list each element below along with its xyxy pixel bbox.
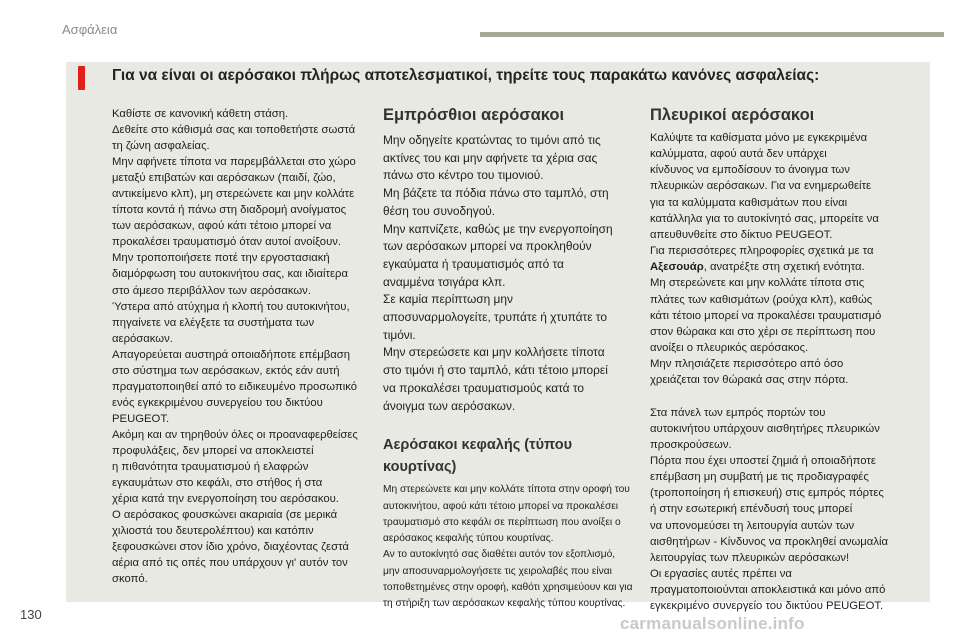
- text-line: χρειάζεται τον θώρακά σας στην πόρτα.: [650, 374, 849, 387]
- text-line: Αν το αυτοκίνητό σας διαθέτει αυτόν τον εξοπλισμό,: [383, 549, 616, 561]
- text-line: μην αποσυναρμολογήσετε τις χειρολαβές που είναι: [383, 565, 612, 577]
- text-line: Στα πάνελ των εμπρός πορτών του: [650, 406, 826, 419]
- text-line: αυτοκινήτου, αφού κάτι τέτοιο μπορεί να προκαλέσει: [383, 500, 619, 512]
- text-line: Σε καμία περίπτωση μην: [383, 292, 513, 307]
- column-side-airbags: [650, 104, 920, 615]
- warning-title: Για να είναι οι αερόσακοι πλήρως αποτελεσματικοί, τηρείτε τους παρακάτω κανόνες ασφαλείας:: [112, 67, 820, 84]
- text-line: προφυλάξεις, δεν μπορεί να αποκλειστεί: [112, 444, 314, 457]
- text-line: προσκρούσεων.: [650, 438, 732, 451]
- front-airbags-text: [383, 132, 638, 415]
- page-number: 130: [20, 607, 42, 622]
- text-line: Ακόμη και αν τηρηθούν όλες οι προαναφερθείσες: [112, 428, 358, 441]
- side-airbags-heading: Πλευρικοί αερόσακοι: [650, 106, 815, 124]
- text-line: τραυματισμό στο κεφάλι σε περίπτωση που ανοίξει ο: [383, 516, 621, 528]
- section-title: Ασφάλεια: [62, 22, 118, 37]
- text-line: τίποτα κοντά ή πάνω στη διαδρομή ανοίγματος: [112, 204, 347, 217]
- text-line: των αερόσακων μπορεί να προκληθούν: [383, 239, 592, 254]
- text-line: ή στην εσωτερική επένδυσή τους μπορεί: [650, 503, 853, 516]
- text-line: αυτοκινήτου υπάρχουν αισθητήρες πλευρικών: [650, 422, 880, 435]
- text-line: Οι εργασίες αυτές πρέπει να: [650, 568, 792, 581]
- curtain-airbags-text: [383, 482, 638, 612]
- column-general: [112, 106, 372, 587]
- text-line: να υπονομεύσει τη λειτουργία αυτών των: [650, 519, 855, 532]
- text-line: Για περισσότερες πληροφορίες σχετικά με τα: [650, 245, 874, 258]
- text-line: PEUGEOT.: [112, 412, 170, 425]
- column-front-airbags: [383, 104, 638, 613]
- text-line: Δεθείτε στο κάθισμά σας και τοποθετήστε σωστά: [112, 124, 356, 137]
- text-line: Απαγορεύεται αυστηρά οποιαδήποτε επέμβαση: [112, 348, 351, 361]
- text-line: Μην καπνίζετε, καθώς με την ενεργοποίηση: [383, 221, 613, 236]
- text-line: Μην τροποποιήσετε ποτέ την εργοστασιακή: [112, 252, 330, 265]
- text-line: αντικείμενο κλπ), μη στερεώνετε και μην κολλάτε: [112, 188, 355, 201]
- text-line: εγκαύματα ή τραυματισμός από τα: [383, 256, 564, 271]
- text-line: τη ζώνη ασφαλείας.: [112, 140, 210, 153]
- text-line: ξεφουσκώνει στον ίδιο χρόνο, διαχέοντας ζεστά: [112, 541, 349, 554]
- front-airbags-heading: Εμπρόσθιοι αερόσακοι: [383, 106, 565, 124]
- text-line: (τροποποίηση ή επισκευή) στις εμπρός πόρτες: [650, 487, 884, 500]
- text-line: κατάλληλα για το αυτοκίνητό σας, μπορείτε να: [650, 212, 879, 225]
- text-line: μεταξύ επιβατών και αερόσακων (παιδί, ζώο,: [112, 172, 336, 185]
- text-line: Ύστερα από ατύχημα ή κλοπή του αυτοκινήτου,: [112, 300, 350, 313]
- text-line: ανοίξει ο πλευρικός αερόσακος.: [650, 342, 809, 355]
- text-line: σκοπό.: [112, 573, 148, 586]
- text-line: πλάτες των καθισμάτων (ρούχα κλπ), καθώς: [650, 293, 873, 306]
- text-line: Μην οδηγείτε κρατώντας το τιμόνι από τις: [383, 133, 601, 147]
- text-line: στον θώρακα και στο χέρι σε περίπτωση που: [650, 325, 876, 338]
- text-line: εγκεκριμένο συνεργείο του δικτύου PEUGEOT.: [650, 600, 884, 613]
- text-line: Μην πλησιάζετε περισσότερο από όσο: [650, 358, 844, 371]
- text-line: αποσυναρμολογείτε, τρυπάτε ή χτυπάτε το: [383, 310, 607, 325]
- accessories-suffix: , ανατρέξτε στη σχετική ενότητα.: [703, 261, 865, 274]
- text-line: τοποθετημένες στην οροφή, καθότι χρησιμεύουν και για: [383, 582, 633, 594]
- accessories-reference: [650, 259, 920, 275]
- text-line: πηγαίνετε να ελέγξετε τα συστήματα των: [112, 316, 315, 329]
- text-line: πάνω στο κέντρο του τιμονιού.: [383, 168, 544, 183]
- text-line: Καθίστε σε κανονική κάθετη στάση.: [112, 108, 289, 120]
- text-line: Μην αφήνετε τίποτα να παρεμβάλλεται στο χώρο: [112, 156, 356, 169]
- text-line: ακτίνες του και μην αφήνετε τα χέρια σας: [383, 150, 598, 165]
- text-line: Καλύψτε τα καθίσματα μόνο με εγκεκριμένα: [650, 132, 868, 144]
- text-line: καλύμματα, αφού αυτά δεν υπάρχει: [650, 148, 827, 161]
- text-line: να προκαλέσει τραυματισμούς κατά το: [383, 380, 584, 395]
- text-line: λειτουργίας των πλευρικών αερόσακων!: [650, 551, 850, 564]
- curtain-airbags-heading: Αερόσακοι κεφαλής (τύπου κουρτίνας): [383, 437, 573, 476]
- text-line: χιλιοστά του δευτερολέπτου) και κατόπιν: [112, 525, 314, 538]
- general-rules-text: [112, 106, 372, 587]
- text-line: Μην στερεώσετε και μην κολλήσετε τίποτα: [383, 345, 605, 360]
- watermark: carmanualsonline.info: [620, 614, 805, 633]
- text-line: Μη στερεώνετε και μην κολλάτε τίποτα στην οροφή του: [383, 484, 630, 496]
- text-line: τη στήριξη των αερόσακων κεφαλής τύπου κουρτίνας.: [383, 598, 626, 610]
- text-line: στο τιμόνι ή στο ταμπλό, κάτι τέτοιο μπορεί: [383, 363, 608, 378]
- door-sensors-text: [650, 405, 920, 615]
- text-line: άνοιγμα των αερόσακων.: [383, 398, 516, 413]
- text-line: αέρια από τις οπές που υπάρχουν γι' αυτόν τον: [112, 557, 348, 570]
- text-line: στο σύστημα των αερόσακων, εκτός εάν αυτή: [112, 364, 340, 377]
- text-line: στο άμεσο περιβάλλον των αερόσακων.: [112, 284, 311, 297]
- text-line: για τα καλύμματα καθισμάτων που είναι: [650, 196, 848, 209]
- text-line: αισθητήρων - Κίνδυνος να προκληθεί ανωμαλία: [650, 535, 889, 548]
- text-line: επέμβαση μη συμβατή με τις προδιαγραφές: [650, 471, 869, 484]
- text-line: αναμμένα τσιγάρα κλπ.: [383, 274, 506, 289]
- text-line: Μη βάζετε τα πόδια πάνω στο ταμπλό, στη: [383, 186, 609, 201]
- text-line: Μη στερεώνετε και μην κολλάτε τίποτα στις: [650, 277, 865, 290]
- side-airbags-text: [650, 130, 920, 389]
- text-line: πραγματοποιούνται αποκλειστικά και μόνο από: [650, 584, 886, 597]
- text-line: χέρια κατά την ενεργοποίηση του αερόσακου.: [112, 493, 339, 506]
- text-line: αερόσακων.: [112, 332, 173, 345]
- header-rule: [480, 32, 944, 37]
- text-line: κάτι τέτοιο μπορεί να προκαλέσει τραυματισμό: [650, 309, 882, 322]
- text-line: αερόσακος κεφαλής τύπου κουρτίνας.: [383, 533, 554, 545]
- text-line: θέση του συνοδηγού.: [383, 203, 496, 218]
- text-line: απευθυνθείτε στο δίκτυο PEUGEOT.: [650, 228, 833, 241]
- text-line: πραγματοποιηθεί από το ειδικευμένο προσωπικό: [112, 380, 358, 393]
- text-line: Πόρτα που έχει υποστεί ζημιά ή οποιαδήποτε: [650, 454, 876, 467]
- text-line: εγκαυμάτων στο κεφάλι, στο στήθος ή στα: [112, 477, 323, 490]
- text-line: των αερόσακων, αφού κάτι τέτοιο μπορεί να: [112, 220, 332, 233]
- text-line: κίνδυνος να εμποδίσουν το άνοιγμα των: [650, 164, 850, 177]
- text-line: διαμόρφωση του αυτοκινήτου σας, και ιδιαίτερα: [112, 268, 348, 281]
- accessories-link: Αξεσουάρ: [650, 261, 704, 274]
- text-line: τιμόνι.: [383, 327, 416, 342]
- text-line: Ο αερόσακος φουσκώνει ακαριαία (σε μερικά: [112, 509, 338, 522]
- text-line: πλευρικών αερόσακων. Για να ενημερωθείτε: [650, 180, 872, 193]
- text-line: η πιθανότητα τραυματισμού ή ελαφρών: [112, 461, 309, 474]
- text-line: προκαλέσει τραυματισμό όταν αυτοί ανοίξουν.: [112, 236, 342, 249]
- text-line: ενός εγκεκριμένου συνεργείου του δικτύου: [112, 396, 323, 409]
- exclamation-icon: [78, 66, 85, 90]
